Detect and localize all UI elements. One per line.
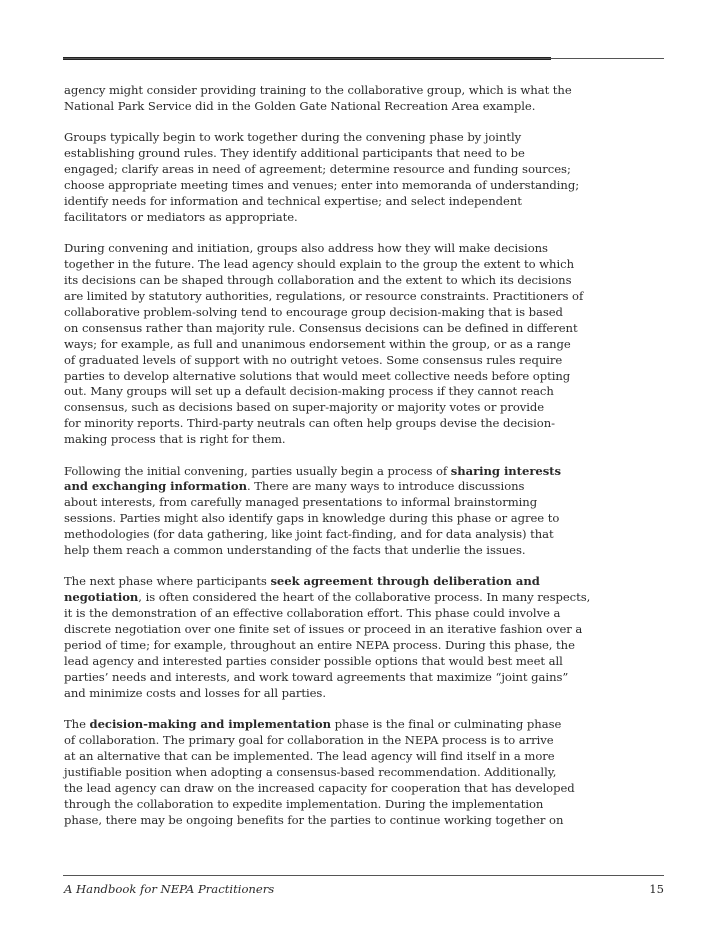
paragraph (64, 464, 584, 559)
text-segment: agency might consider providing training to the collaborative group, which is what the (64, 83, 572, 97)
text-segment: The (64, 717, 90, 732)
text-segment: choose appropriate meeting times and venues; enter into memoranda of understanding; (64, 178, 580, 193)
text-segment: and minimize costs and losses for all parties. (64, 685, 326, 700)
text-segment: period of time; for example, throughout an entire NEPA process. During this phase, the (64, 638, 575, 653)
bold-phrase: and exchanging information (64, 479, 247, 494)
text-segment: , is often considered the heart of the collaborative process. In many respects, (138, 590, 591, 605)
bold-phrase: decision-making and implementation (89, 717, 331, 732)
text-segment: facilitators or mediators as appropriate. (64, 209, 298, 224)
footer-rule (63, 875, 664, 876)
body-text (64, 83, 591, 844)
text-segment: about interests, from carefully managed presentations to informal brainstorming (64, 495, 538, 510)
text-line (64, 527, 584, 543)
text-segment: identify needs for information and technical expertise; and select independent (64, 193, 522, 208)
text-segment: of collaboration. The primary goal for collaboration in the NEPA process is to arrive (64, 733, 554, 748)
text-line (64, 289, 584, 305)
text-segment: consensus, such as decisions based on super-majority or majority votes or provide (64, 400, 545, 415)
text-line (64, 495, 584, 511)
text-line (64, 813, 584, 829)
paragraph (64, 83, 584, 115)
text-line (64, 369, 584, 385)
text-line (64, 606, 584, 622)
text-segment: phase is the final or culminating phase (331, 717, 562, 732)
text-segment: ways; for example, as full and unanimous endorsement within the group, or as a range (64, 336, 571, 351)
text-segment: parties’ needs and interests, and work toward agreements that maximize “joint gains” (64, 669, 569, 684)
bold-phrase: seek agreement through deliberation and (270, 574, 540, 589)
text-segment: at an alternative that can be implemented. The lead agency will find itself in a more (64, 749, 555, 764)
text-segment: engaged; clarify areas in need of agreement; determine resource and funding sources; (64, 162, 571, 177)
paragraph (64, 130, 584, 225)
text-segment: help them reach a common understanding of the facts that underlie the issues. (64, 543, 526, 558)
text-segment: sessions. Parties might also identify gaps in knowledge during this phase or agree to (64, 511, 560, 526)
text-line (64, 337, 584, 353)
text-line (64, 670, 584, 686)
text-segment: together in the future. The lead agency should explain to the group the extent to which (64, 257, 574, 272)
text-line (64, 353, 584, 369)
text-line (64, 543, 584, 559)
text-line (64, 717, 584, 733)
text-line (64, 590, 591, 606)
text-segment: Following the initial convening, parties usually begin a process of (64, 463, 451, 478)
text-line (64, 210, 584, 226)
text-line (64, 574, 584, 590)
text-segment: methodologies (for data gathering, like joint fact-finding, and for data analysis) that (64, 527, 554, 542)
text-segment: discrete negotiation over one finite set of issues or proceed in an iterative fashion over a (64, 622, 583, 637)
text-segment: its decisions can be shaped through collaboration and the extent to which its decisions (64, 273, 572, 288)
text-segment: Groups typically begin to work together during the convening phase by jointly (64, 130, 522, 145)
text-line (64, 416, 584, 432)
text-line (64, 797, 584, 813)
text-line (64, 781, 584, 797)
text-segment: National Park Service did in the Golden Gate National Recreation Area example. (64, 98, 536, 113)
header-rule (63, 58, 664, 59)
text-segment: The next phase where participants (64, 574, 271, 589)
text-line (64, 479, 584, 495)
text-line (64, 305, 584, 321)
text-segment: it is the demonstration of an effective collaboration effort. This phase could involve a (64, 606, 561, 621)
text-line (64, 638, 584, 654)
text-line (64, 733, 584, 749)
text-line (64, 162, 584, 178)
text-line (64, 765, 584, 781)
text-line (64, 511, 584, 527)
text-line (64, 83, 584, 99)
text-line (64, 432, 584, 448)
text-line (64, 146, 584, 162)
text-segment: making process that is right for them. (64, 432, 286, 447)
text-segment: phase, there may be ongoing benefits for the parties to continue working together on (64, 812, 564, 827)
text-line (64, 130, 584, 146)
bold-phrase: negotiation (64, 590, 139, 605)
page-number: 15 (649, 882, 664, 896)
text-line (64, 321, 584, 337)
text-segment: collaborative problem-solving tend to encourage group decision-making that is based (64, 304, 563, 319)
text-line (64, 194, 584, 210)
footer-title: A Handbook for NEPA Practitioners (64, 882, 275, 896)
paragraph (64, 574, 591, 701)
text-line (64, 400, 584, 416)
text-segment: . There are many ways to introduce discussions (246, 479, 525, 494)
paragraph (64, 717, 584, 828)
text-line (64, 178, 584, 194)
text-line (64, 257, 584, 273)
text-segment: are limited by statutory authorities, regulations, or resource constraints. Practitioners of (64, 288, 584, 303)
text-segment: through the collaboration to expedite implementation. During the implementation (64, 796, 544, 811)
text-line (64, 464, 584, 480)
text-line (64, 99, 584, 115)
text-line (64, 241, 584, 257)
text-segment: establishing ground rules. They identify additional participants that need to be (64, 146, 525, 161)
text-line (64, 686, 584, 702)
paragraph (64, 241, 584, 448)
text-segment: for minority reports. Third-party neutrals can often help groups devise the decision- (64, 416, 556, 431)
text-segment: on consensus rather than majority rule. Consensus decisions can be defined in different (64, 320, 578, 335)
text-line (64, 654, 584, 670)
text-line (64, 622, 584, 638)
text-segment: parties to develop alternative solutions that would meet collective needs before opting (64, 368, 571, 383)
text-line (64, 749, 584, 765)
text-line (64, 384, 584, 400)
text-segment: the lead agency can draw on the increased capacity for cooperation that has developed (64, 780, 575, 795)
text-line (64, 273, 584, 289)
bold-phrase: sharing interests (450, 463, 561, 478)
text-segment: lead agency and interested parties consider possible options that would best meet all (64, 654, 563, 668)
text-segment: of graduated levels of support with no outright vetoes. Some consensus rules require (64, 352, 563, 367)
text-segment: justifiable position when adopting a consensus-based recommendation. Additionally, (64, 764, 557, 779)
text-segment: During convening and initiation, groups also address how they will make decisions (64, 241, 548, 256)
text-segment: out. Many groups will set up a default decision-making process if they cannot reach (64, 384, 554, 399)
